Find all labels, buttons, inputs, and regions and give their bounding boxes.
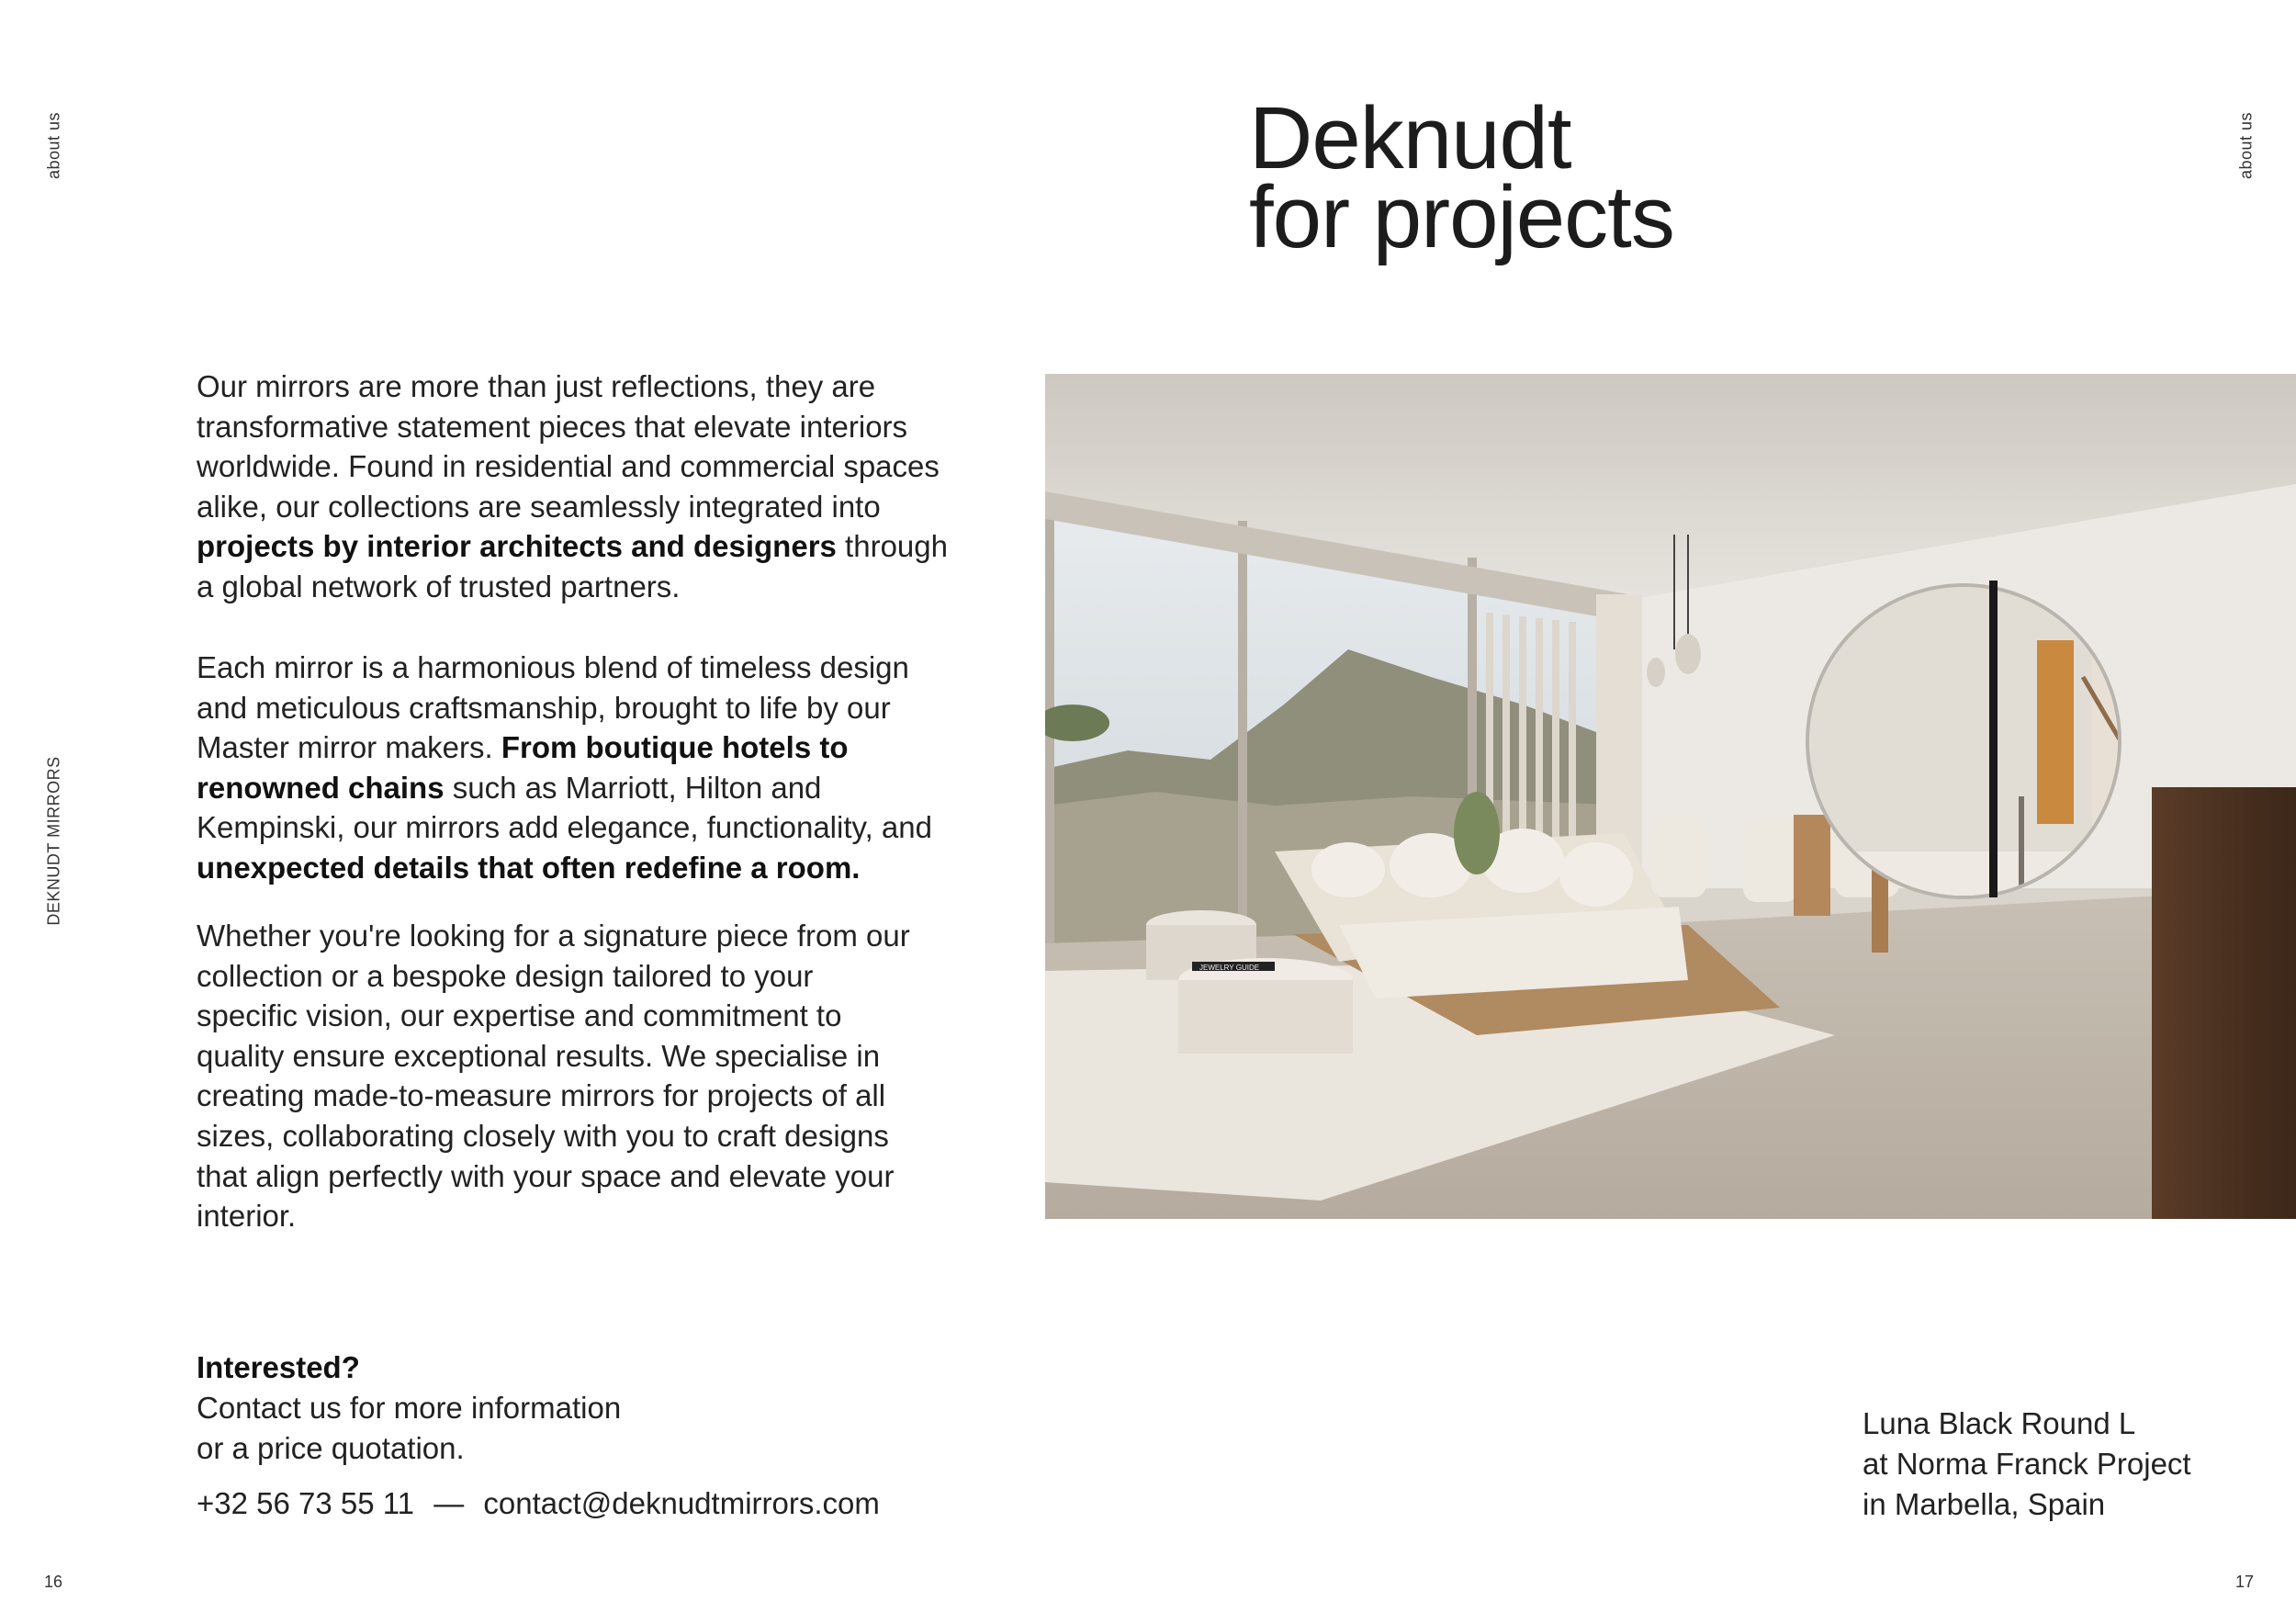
expertise-paragraph: Whether you're looking for a signature piece from our collection or a bespoke design tailored to your specific vision, our expertise and commitment to quality ensure exceptional results. We specialise in creating made-to-measure mirrors for projects of all sizes, collaborating closely with you to craft designs that align perfectly with your space and elevate your interior. <box>197 919 910 1234</box>
craft-highlight-details: unexpected details that often redefine a room. <box>197 850 861 885</box>
email-link[interactable]: contact@deknudtmirrors.com <box>483 1486 880 1520</box>
interior-photo <box>1045 374 2296 1219</box>
intro-text: Our mirrors are more than just reflections, they are transformative statement pieces that elevate interiors worldwide. Found in residential and commercial spaces alike, our collections are seamlessly integrated into <box>197 369 940 524</box>
photo-book-label: JEWELRY GUIDE <box>1199 964 1260 972</box>
craft-highlight-hotels: From boutique hotels to renowned chains <box>197 730 849 805</box>
caption-line-2: at Norma Franck Project <box>1863 1447 2191 1481</box>
intro-paragraph <box>197 367 959 607</box>
side-label-brand: DEKNUDT MIRRORS <box>44 756 63 926</box>
craft-text: Each mirror is a harmonious blend of timeless design and meticulous craftsmanship, brought to life by our Master mirror makers. <box>197 650 909 765</box>
contact-separator: — <box>433 1486 465 1520</box>
contact-heading: Interested? <box>197 1350 360 1384</box>
page-title <box>1249 89 1674 266</box>
page-number-right: 17 <box>2235 1573 2255 1591</box>
intro-text-end: through a global network of trusted partners. <box>197 529 948 603</box>
contact-line-2: or a price quotation. <box>197 1431 465 1465</box>
caption-line-1: Luna Black Round L <box>1863 1406 2136 1440</box>
side-label-about-us-left: about us <box>44 111 63 180</box>
contact-line-1: Contact us for more information <box>197 1391 622 1425</box>
intro-highlight: projects by interior architects and designers <box>197 529 837 564</box>
craftsmanship-paragraph <box>197 648 959 888</box>
title-line-2: for projects <box>1249 168 1674 266</box>
page-number-left: 16 <box>44 1573 63 1591</box>
side-label-about-us-right: about us <box>2236 111 2256 180</box>
phone-link[interactable]: +32 56 73 55 11 <box>197 1486 415 1520</box>
title-line-1: Deknudt <box>1249 89 1571 187</box>
craft-text-mid: such as Marriott, Hilton and Kempinski, our mirrors add elegance, functionality, and <box>197 770 932 845</box>
caption-line-3: in Marbella, Spain <box>1863 1487 2106 1521</box>
contact-details <box>197 1483 880 1524</box>
photo-caption <box>1863 1404 2191 1525</box>
interior-photo-icon <box>1045 374 2296 1219</box>
contact-block <box>197 1348 880 1524</box>
